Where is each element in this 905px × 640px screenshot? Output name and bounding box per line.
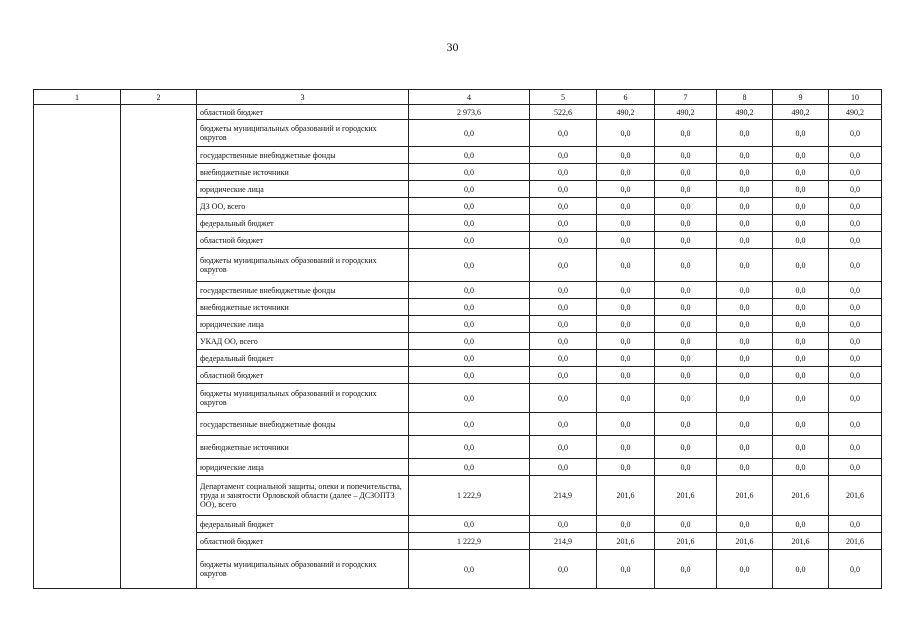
header-cell: 7 bbox=[655, 90, 717, 105]
value-cell: 0,0 bbox=[655, 350, 717, 367]
value-cell: 0,0 bbox=[530, 367, 597, 384]
value-cell: 0,0 bbox=[530, 459, 597, 476]
value-cell: 0,0 bbox=[829, 164, 882, 181]
value-cell: 0,0 bbox=[655, 232, 717, 249]
value-cell: 0,0 bbox=[597, 436, 655, 459]
value-cell: 0,0 bbox=[655, 198, 717, 215]
value-cell: 0,0 bbox=[655, 459, 717, 476]
value-cell: 0,0 bbox=[655, 299, 717, 316]
value-cell: 0,0 bbox=[773, 436, 829, 459]
row-label: бюджеты муниципальных образований и городских округов bbox=[197, 384, 409, 413]
value-cell: 0,0 bbox=[530, 215, 597, 232]
value-cell: 0,0 bbox=[597, 516, 655, 533]
value-cell: 0,0 bbox=[655, 384, 717, 413]
header-cell: 3 bbox=[197, 90, 409, 105]
value-cell: 490,2 bbox=[829, 105, 882, 120]
header-cell: 10 bbox=[829, 90, 882, 105]
value-cell: 0,0 bbox=[409, 181, 530, 198]
value-cell: 0,0 bbox=[655, 367, 717, 384]
value-cell: 0,0 bbox=[530, 181, 597, 198]
value-cell: 0,0 bbox=[829, 459, 882, 476]
value-cell: 0,0 bbox=[597, 181, 655, 198]
value-cell: 0,0 bbox=[597, 367, 655, 384]
value-cell: 0,0 bbox=[829, 316, 882, 333]
value-cell: 0,0 bbox=[717, 215, 773, 232]
value-cell: 0,0 bbox=[655, 282, 717, 299]
value-cell: 0,0 bbox=[717, 367, 773, 384]
row-label: федеральный бюджет bbox=[197, 516, 409, 533]
value-cell: 0,0 bbox=[773, 164, 829, 181]
row-label: юридические лица bbox=[197, 181, 409, 198]
value-cell: 0,0 bbox=[409, 550, 530, 589]
table-row bbox=[34, 105, 882, 120]
value-cell: 0,0 bbox=[773, 350, 829, 367]
value-cell: 0,0 bbox=[530, 413, 597, 436]
row-label: бюджеты муниципальных образований и городских округов bbox=[197, 550, 409, 589]
value-cell: 0,0 bbox=[717, 181, 773, 198]
value-cell: 0,0 bbox=[530, 299, 597, 316]
value-cell: 0,0 bbox=[409, 282, 530, 299]
value-cell: 0,0 bbox=[597, 316, 655, 333]
value-cell: 0,0 bbox=[655, 120, 717, 147]
value-cell: 0,0 bbox=[829, 333, 882, 350]
value-cell: 0,0 bbox=[409, 198, 530, 215]
value-cell: 0,0 bbox=[773, 316, 829, 333]
value-cell: 0,0 bbox=[530, 550, 597, 589]
value-cell: 0,0 bbox=[530, 282, 597, 299]
value-cell: 0,0 bbox=[717, 147, 773, 164]
value-cell: 0,0 bbox=[717, 198, 773, 215]
value-cell: 0,0 bbox=[530, 198, 597, 215]
value-cell: 0,0 bbox=[829, 215, 882, 232]
value-cell: 0,0 bbox=[717, 350, 773, 367]
value-cell: 0,0 bbox=[773, 413, 829, 436]
value-cell: 0,0 bbox=[597, 413, 655, 436]
value-cell: 201,6 bbox=[597, 533, 655, 550]
value-cell: 0,0 bbox=[409, 147, 530, 164]
header-cell: 4 bbox=[409, 90, 530, 105]
value-cell: 214,9 bbox=[530, 533, 597, 550]
value-cell: 0,0 bbox=[655, 249, 717, 282]
value-cell: 0,0 bbox=[409, 384, 530, 413]
value-cell: 0,0 bbox=[530, 164, 597, 181]
row-label: государственные внебюджетные фонды bbox=[197, 147, 409, 164]
value-cell: 0,0 bbox=[829, 249, 882, 282]
value-cell: 0,0 bbox=[717, 436, 773, 459]
value-cell: 0,0 bbox=[655, 147, 717, 164]
value-cell: 0,0 bbox=[409, 459, 530, 476]
value-cell: 0,0 bbox=[829, 350, 882, 367]
budget-table bbox=[33, 89, 882, 589]
blank-cell-col2 bbox=[121, 105, 197, 589]
row-label: юридические лица bbox=[197, 459, 409, 476]
value-cell: 1 222,9 bbox=[409, 476, 530, 516]
page-number: 30 bbox=[446, 40, 459, 54]
value-cell: 0,0 bbox=[829, 436, 882, 459]
value-cell: 0,0 bbox=[717, 232, 773, 249]
value-cell: 0,0 bbox=[829, 181, 882, 198]
value-cell: 0,0 bbox=[773, 516, 829, 533]
value-cell: 0,0 bbox=[597, 147, 655, 164]
header-cell: 8 bbox=[717, 90, 773, 105]
value-cell: 0,0 bbox=[409, 215, 530, 232]
value-cell: 0,0 bbox=[773, 282, 829, 299]
value-cell: 522,6 bbox=[530, 105, 597, 120]
value-cell: 0,0 bbox=[597, 282, 655, 299]
value-cell: 0,0 bbox=[655, 333, 717, 350]
value-cell: 0,0 bbox=[773, 550, 829, 589]
row-label: государственные внебюджетные фонды bbox=[197, 282, 409, 299]
value-cell: 0,0 bbox=[597, 333, 655, 350]
value-cell: 0,0 bbox=[717, 550, 773, 589]
value-cell: 0,0 bbox=[773, 333, 829, 350]
value-cell: 0,0 bbox=[655, 436, 717, 459]
value-cell: 0,0 bbox=[530, 232, 597, 249]
value-cell: 0,0 bbox=[530, 316, 597, 333]
value-cell: 0,0 bbox=[530, 436, 597, 459]
value-cell: 2 973,6 bbox=[409, 105, 530, 120]
value-cell: 0,0 bbox=[717, 282, 773, 299]
value-cell: 0,0 bbox=[530, 384, 597, 413]
value-cell: 0,0 bbox=[655, 413, 717, 436]
value-cell: 0,0 bbox=[530, 516, 597, 533]
value-cell: 0,0 bbox=[717, 413, 773, 436]
value-cell: 0,0 bbox=[717, 316, 773, 333]
value-cell: 490,2 bbox=[717, 105, 773, 120]
value-cell: 0,0 bbox=[829, 147, 882, 164]
value-cell: 0,0 bbox=[829, 120, 882, 147]
value-cell: 201,6 bbox=[829, 533, 882, 550]
value-cell: 0,0 bbox=[773, 232, 829, 249]
value-cell: 0,0 bbox=[597, 459, 655, 476]
value-cell: 0,0 bbox=[597, 198, 655, 215]
value-cell: 0,0 bbox=[829, 516, 882, 533]
value-cell: 0,0 bbox=[717, 164, 773, 181]
value-cell: 0,0 bbox=[597, 120, 655, 147]
value-cell: 0,0 bbox=[717, 299, 773, 316]
value-cell: 214,9 bbox=[530, 476, 597, 516]
value-cell: 0,0 bbox=[655, 164, 717, 181]
value-cell: 0,0 bbox=[409, 249, 530, 282]
row-label: областной бюджет bbox=[197, 232, 409, 249]
value-cell: 0,0 bbox=[773, 120, 829, 147]
value-cell: 0,0 bbox=[773, 459, 829, 476]
value-cell: 0,0 bbox=[597, 249, 655, 282]
value-cell: 0,0 bbox=[530, 249, 597, 282]
value-cell: 0,0 bbox=[409, 436, 530, 459]
row-label: УКАД ОО, всего bbox=[197, 333, 409, 350]
value-cell: 0,0 bbox=[655, 516, 717, 533]
header-cell: 5 bbox=[530, 90, 597, 105]
value-cell: 0,0 bbox=[597, 299, 655, 316]
row-label: бюджеты муниципальных образований и городских округов bbox=[197, 120, 409, 147]
value-cell: 0,0 bbox=[717, 384, 773, 413]
value-cell: 0,0 bbox=[597, 350, 655, 367]
row-label: внебюджетные источники bbox=[197, 436, 409, 459]
value-cell: 0,0 bbox=[409, 350, 530, 367]
value-cell: 201,6 bbox=[655, 533, 717, 550]
header-cell: 1 bbox=[34, 90, 121, 105]
value-cell: 201,6 bbox=[717, 533, 773, 550]
value-cell: 0,0 bbox=[773, 198, 829, 215]
value-cell: 0,0 bbox=[717, 249, 773, 282]
value-cell: 0,0 bbox=[655, 215, 717, 232]
value-cell: 0,0 bbox=[597, 215, 655, 232]
value-cell: 0,0 bbox=[409, 516, 530, 533]
value-cell: 0,0 bbox=[597, 384, 655, 413]
row-label: федеральный бюджет bbox=[197, 350, 409, 367]
header-row bbox=[34, 90, 882, 105]
row-label: внебюджетные источники bbox=[197, 299, 409, 316]
value-cell: 0,0 bbox=[409, 413, 530, 436]
value-cell: 1 222,9 bbox=[409, 533, 530, 550]
value-cell: 0,0 bbox=[655, 181, 717, 198]
value-cell: 0,0 bbox=[409, 120, 530, 147]
value-cell: 0,0 bbox=[597, 232, 655, 249]
value-cell: 0,0 bbox=[829, 232, 882, 249]
value-cell: 0,0 bbox=[530, 333, 597, 350]
value-cell: 0,0 bbox=[829, 384, 882, 413]
row-label: областной бюджет bbox=[197, 533, 409, 550]
value-cell: 490,2 bbox=[773, 105, 829, 120]
value-cell: 201,6 bbox=[655, 476, 717, 516]
blank-cell-col1 bbox=[34, 105, 121, 589]
value-cell: 0,0 bbox=[829, 550, 882, 589]
value-cell: 0,0 bbox=[530, 147, 597, 164]
value-cell: 0,0 bbox=[773, 181, 829, 198]
value-cell: 0,0 bbox=[829, 299, 882, 316]
value-cell: 0,0 bbox=[717, 459, 773, 476]
value-cell: 0,0 bbox=[773, 249, 829, 282]
header-cell: 6 bbox=[597, 90, 655, 105]
header-cell: 9 bbox=[773, 90, 829, 105]
header-cell: 2 bbox=[121, 90, 197, 105]
value-cell: 0,0 bbox=[530, 120, 597, 147]
value-cell: 0,0 bbox=[409, 333, 530, 350]
row-label: Департамент социальной защиты, опеки и попечительства, труда и занятости Орловской области (далее – ДСЗОПТЗ ОО), всего bbox=[197, 476, 409, 516]
table-body bbox=[34, 90, 882, 589]
value-cell: 201,6 bbox=[773, 476, 829, 516]
value-cell: 0,0 bbox=[655, 316, 717, 333]
value-cell: 0,0 bbox=[829, 282, 882, 299]
value-cell: 0,0 bbox=[773, 215, 829, 232]
value-cell: 0,0 bbox=[597, 550, 655, 589]
value-cell: 0,0 bbox=[717, 516, 773, 533]
value-cell: 201,6 bbox=[829, 476, 882, 516]
value-cell: 0,0 bbox=[409, 316, 530, 333]
value-cell: 0,0 bbox=[773, 367, 829, 384]
value-cell: 0,0 bbox=[409, 367, 530, 384]
value-cell: 490,2 bbox=[597, 105, 655, 120]
value-cell: 0,0 bbox=[717, 333, 773, 350]
row-label: областной бюджет bbox=[197, 105, 409, 120]
value-cell: 201,6 bbox=[597, 476, 655, 516]
row-label: государственные внебюджетные фонды bbox=[197, 413, 409, 436]
row-label: бюджеты муниципальных образований и городских округов bbox=[197, 249, 409, 282]
value-cell: 201,6 bbox=[717, 476, 773, 516]
value-cell: 490,2 bbox=[655, 105, 717, 120]
value-cell: 0,0 bbox=[773, 299, 829, 316]
row-label: областной бюджет bbox=[197, 367, 409, 384]
value-cell: 0,0 bbox=[409, 299, 530, 316]
value-cell: 0,0 bbox=[829, 413, 882, 436]
value-cell: 0,0 bbox=[530, 350, 597, 367]
value-cell: 0,0 bbox=[829, 367, 882, 384]
value-cell: 0,0 bbox=[717, 120, 773, 147]
row-label: федеральный бюджет bbox=[197, 215, 409, 232]
row-label: ДЗ ОО, всего bbox=[197, 198, 409, 215]
row-label: юридические лица bbox=[197, 316, 409, 333]
value-cell: 0,0 bbox=[655, 550, 717, 589]
value-cell: 0,0 bbox=[597, 164, 655, 181]
value-cell: 201,6 bbox=[773, 533, 829, 550]
value-cell: 0,0 bbox=[829, 198, 882, 215]
value-cell: 0,0 bbox=[409, 232, 530, 249]
row-label: внебюджетные источники bbox=[197, 164, 409, 181]
value-cell: 0,0 bbox=[773, 147, 829, 164]
value-cell: 0,0 bbox=[773, 384, 829, 413]
value-cell: 0,0 bbox=[409, 164, 530, 181]
